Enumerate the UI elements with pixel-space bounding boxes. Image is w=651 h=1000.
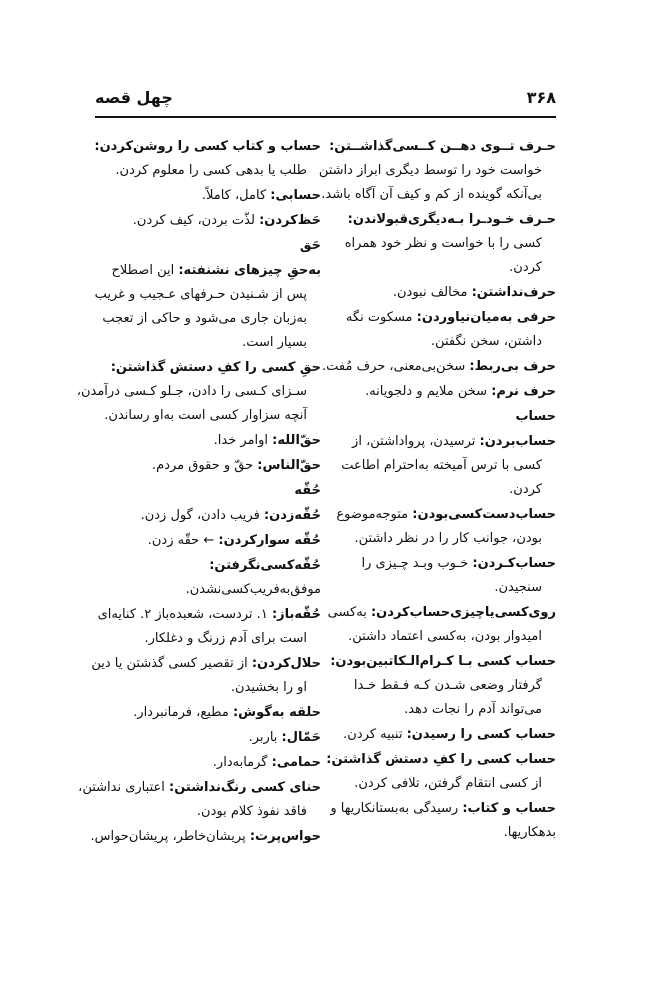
entry-definition: فریب دادن، گول زدن. bbox=[140, 508, 260, 523]
dictionary-entry bbox=[73, 751, 321, 775]
dictionary-entry bbox=[318, 797, 556, 845]
right-column bbox=[318, 135, 556, 846]
entry-headword: حساب و کتاب کسی را روشن‌کردن: bbox=[94, 139, 321, 154]
entry-continuation: کسی با ترس آمیخته به‌احترام اطاعت کردن. bbox=[341, 458, 542, 497]
dictionary-entry bbox=[318, 306, 556, 354]
dictionary-entry bbox=[73, 184, 321, 208]
dictionary-entry bbox=[73, 554, 321, 602]
entry-headword: حرفی به‌میان‌نیاوردن: bbox=[416, 310, 556, 325]
entry-definition: موفق‌به‌فریب‌کسی‌نشدن. bbox=[185, 582, 321, 597]
page-header bbox=[95, 88, 556, 118]
header-rule bbox=[95, 116, 556, 118]
entry-headword: حرف نرم: bbox=[491, 384, 556, 399]
dictionary-entry bbox=[318, 601, 556, 649]
entry-headword: حرف بی‌ربط: bbox=[469, 359, 556, 374]
dictionary-entry bbox=[318, 723, 556, 747]
entry-headword: حقّ‌الناس: bbox=[257, 458, 321, 473]
entry-headword: حُقّه سوارکردن: bbox=[218, 533, 321, 548]
entry-continuation: گرفتار وضعی شـدن کـه فـقط خـدا می‌تواند آدم را نجات دهد. bbox=[353, 678, 542, 717]
dictionary-entry bbox=[73, 701, 321, 725]
dictionary-entry bbox=[318, 650, 556, 722]
entry-continuation: سـزای کـسی را دادن، جـلو کـسی درآمدن، آنچه سزاوار کسی است به‌او رساندن. bbox=[76, 384, 307, 423]
entry-definition: این اصطلاح bbox=[111, 263, 175, 278]
entry-headword: حسابی: bbox=[270, 188, 321, 203]
dictionary-entry bbox=[73, 356, 321, 428]
entry-headword: حواس‌پرت: bbox=[249, 829, 321, 844]
entry-headword: حلقه به‌گوش: bbox=[232, 705, 321, 720]
entry-definition: حقّ و حقوق مردم. bbox=[152, 458, 254, 473]
entry-headword: حساب‌دست‌کسی‌بودن: bbox=[412, 507, 556, 522]
entry-definition: ترسیدن، پرواداشتن، از bbox=[352, 434, 476, 449]
entry-continuation: طلب یا بدهی کسی را معلوم کردن. bbox=[115, 163, 307, 178]
entry-headword: روی‌کسی‌یاچیزی‌حساب‌کردن: bbox=[370, 605, 556, 620]
entry-headword: حُقّه‌زدن: bbox=[263, 508, 321, 523]
dictionary-entry bbox=[318, 503, 556, 551]
entry-definition: لذّت بردن، کیف کردن. bbox=[132, 213, 255, 228]
dictionary-entry bbox=[318, 552, 556, 600]
entry-definition: تنبیه کردن. bbox=[343, 727, 403, 742]
dictionary-entry bbox=[73, 504, 321, 528]
entry-headword: به‌حقِ چیزهای نشنفته: bbox=[178, 263, 321, 278]
entry-definition: مخالف نبودن. bbox=[392, 285, 468, 300]
entry-definition: پریشان‌خاطر، پریشان‌حواس. bbox=[90, 829, 246, 844]
dictionary-entry bbox=[318, 135, 556, 207]
entry-definition: ← حقّه زدن. bbox=[147, 533, 215, 548]
dictionary-entry bbox=[73, 479, 321, 503]
entry-definition: متوجه‌موضوع bbox=[336, 507, 409, 522]
dictionary-entry bbox=[73, 529, 321, 553]
entry-definition: سخن ملایم و دلجویانه. bbox=[365, 384, 488, 399]
entry-continuation: کسی را با خواست و نظر خود همراه کردن. bbox=[344, 236, 542, 275]
entry-headword: حساب و کتاب: bbox=[462, 801, 556, 816]
left-column bbox=[73, 135, 321, 850]
dictionary-entry bbox=[318, 208, 556, 280]
entry-headword: حَظ‌کردن: bbox=[259, 213, 321, 228]
entry-definition: ۱. تردست، شعبده‌باز ۲. کنایه‌ای bbox=[97, 607, 268, 622]
entry-headword: حـرف خـود‌ـرا بـه‌دیگری‌قبولاندن: bbox=[347, 212, 556, 227]
entry-headword: حساب کسی بـا کـرام‌الـکاتبین‌بودن: bbox=[330, 654, 556, 669]
entry-headword: حساب‌کـردن: bbox=[472, 556, 556, 571]
entry-continuation: داشتن، سخن نگفتن. bbox=[430, 334, 542, 349]
entry-definition: مطیع، فرمانبردار. bbox=[133, 705, 229, 720]
dictionary-entry bbox=[73, 135, 321, 183]
book-title: چهل قصه bbox=[95, 88, 173, 107]
entry-headword: حُقّه‌کسی‌نگرفتن: bbox=[209, 558, 321, 573]
entry-headword: حمامی: bbox=[271, 755, 321, 770]
entry-definition: کامل، کاملاً. bbox=[201, 188, 267, 203]
entry-headword: حقّ‌الله: bbox=[272, 433, 321, 448]
entry-continuation: است برای آدم زرنگ و دغلکار. bbox=[144, 631, 307, 646]
entry-continuation: از کسی انتقام گرفتن، تلافی کردن. bbox=[354, 776, 542, 791]
dictionary-entry bbox=[73, 603, 321, 651]
entry-headword: حساب‌بردن: bbox=[479, 434, 556, 449]
section-heading: حُقّه bbox=[294, 483, 321, 498]
entry-definition: مسکوت نگه bbox=[345, 310, 413, 325]
entry-definition: خـوب وبـد چـیزی را bbox=[361, 556, 469, 571]
entry-definition: باربر. bbox=[248, 730, 278, 745]
entry-headword: حلال‌کردن: bbox=[251, 656, 321, 671]
dictionary-entry bbox=[73, 825, 321, 849]
dictionary-entry bbox=[318, 281, 556, 305]
dictionary-entry bbox=[73, 259, 321, 355]
dictionary-entry bbox=[73, 652, 321, 700]
entry-headword: حَمّال: bbox=[281, 730, 321, 745]
dictionary-entry bbox=[73, 209, 321, 233]
entry-continuation: پس از شـنیدن حـرفهای عـجیب و غریب به‌زبان جاری می‌شود و حاکی از تعجب بسیار است. bbox=[94, 287, 307, 350]
entry-definition: به‌کسی bbox=[327, 605, 367, 620]
dictionary-entry bbox=[73, 454, 321, 478]
entry-continuation: فاقد نفوذ کلام بودن. bbox=[196, 804, 307, 819]
section-heading: حَق bbox=[299, 238, 321, 253]
entry-definition: گرمابه‌دار. bbox=[212, 755, 268, 770]
entry-definition: اعتباری نداشتن، bbox=[78, 780, 165, 795]
dictionary-entry bbox=[318, 380, 556, 404]
entry-headword: حقِ کسی را کفِ دستش گذاشتن: bbox=[110, 360, 321, 375]
dictionary-entry bbox=[73, 429, 321, 453]
entry-headword: حساب کسی را کفِ دستش گذاشتن: bbox=[326, 752, 556, 767]
entry-headword: حُقّه‌باز: bbox=[271, 607, 321, 622]
entry-headword: حنای کسی رنگ‌نداشتن: bbox=[169, 780, 321, 795]
dictionary-entry bbox=[73, 234, 321, 258]
entry-headword: حساب کسی را رسیدن: bbox=[406, 727, 556, 742]
entry-continuation: سنجیدن. bbox=[494, 580, 542, 595]
entry-definition: سخن‌بی‌معنی، حرف مُفت. bbox=[322, 359, 466, 374]
section-heading: حساب bbox=[515, 409, 556, 424]
entry-definition: از تقصیر کسی گذشتن یا دین bbox=[91, 656, 248, 671]
dictionary-entry bbox=[318, 430, 556, 502]
entry-headword: حـرف تــوی دهــن کــسی‌گذاشــتن: bbox=[329, 139, 556, 154]
dictionary-entry bbox=[318, 748, 556, 796]
page-number: ۳۶۸ bbox=[526, 88, 556, 107]
dictionary-entry bbox=[318, 405, 556, 429]
entry-continuation: خواست خود را توسط دیگری ابراز داشتن بی‌آنکه گوینده از کم و کیف آن آگاه باشد. bbox=[318, 163, 542, 202]
entry-definition: رسیدگی به‌بستانکاریها و بدهکاریها. bbox=[330, 801, 556, 840]
entry-continuation: امیدوار بودن، به‌کسی اعتماد داشتن. bbox=[348, 629, 542, 644]
entry-definition: اوامر خدا. bbox=[213, 433, 269, 448]
dictionary-entry bbox=[73, 776, 321, 824]
entry-continuation: بودن، جوانب کار را در نظر داشتن. bbox=[354, 531, 542, 546]
entry-headword: حرف‌نداشتن: bbox=[471, 285, 556, 300]
entry-continuation: او را بخشیدن. bbox=[230, 680, 307, 695]
dictionary-entry bbox=[318, 355, 556, 379]
dictionary-entry bbox=[73, 726, 321, 750]
